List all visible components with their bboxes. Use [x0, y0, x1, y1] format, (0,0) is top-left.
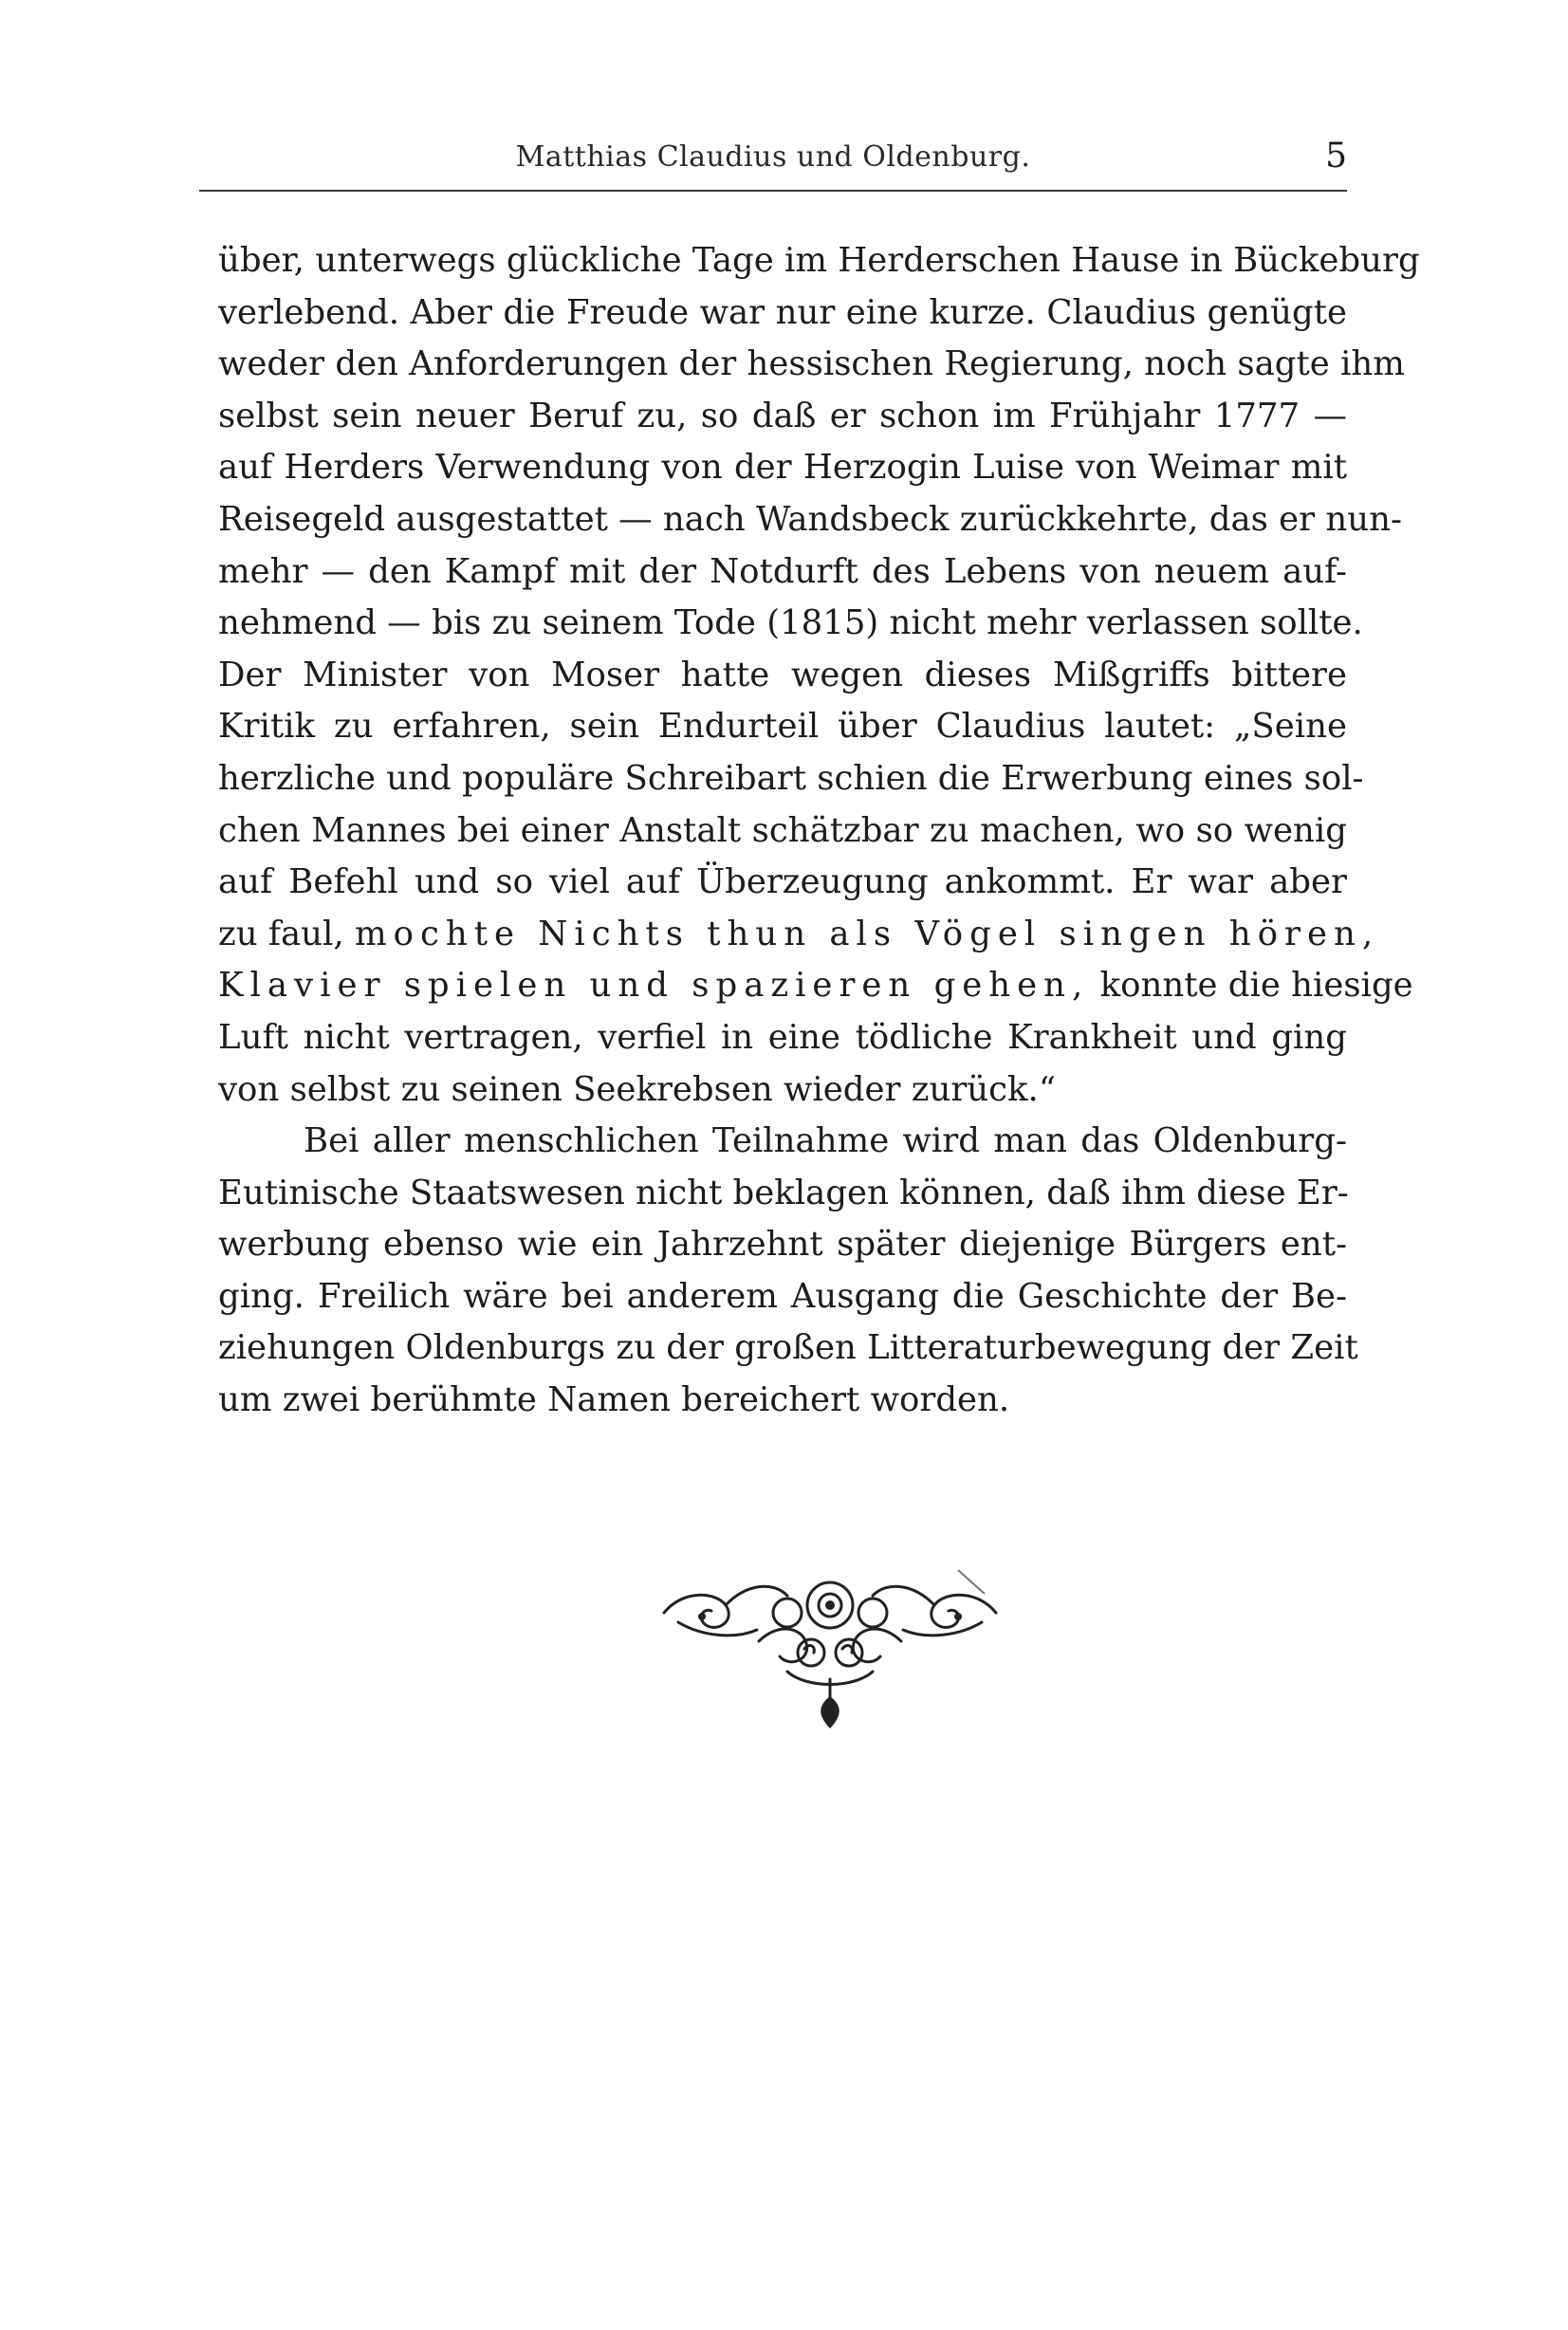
header-rule — [199, 190, 1347, 192]
text-line: selbst sein neuer Beruf zu, so daß er schon im Frühjahr 1777 — — [218, 396, 1347, 435]
text-run: zu faul, — [218, 914, 355, 953]
text-line: nehmend — bis zu seinem Tode (1815) nicht mehr verlassen sollte. — [218, 603, 1363, 643]
text-line: ziehungen Oldenburgs zu der großen Litteraturbewegung der Zeit — [218, 1328, 1358, 1368]
text-line: mehr — den Kampf mit der Notdurft des Lebens von neuem auf- — [218, 551, 1347, 591]
text-line: Reisegeld ausgestattet — nach Wandsbeck zurückkehrte, das er nun- — [218, 499, 1402, 539]
text-line: weder den Anforderungen der hessischen Regierung, noch sagte ihm — [218, 344, 1405, 384]
text-line: von selbst zu seinen Seekrebsen wieder zurück.“ — [218, 1069, 1056, 1109]
floral-vignette-icon — [645, 1546, 1015, 1736]
text-line: verlebend. Aber die Freude war nur eine kurze. Claudius genügte — [218, 292, 1347, 332]
text-line: auf Herders Verwendung von der Herzogin Luise von Weimar mit — [218, 448, 1347, 488]
paragraph-first-line: Bei aller menschlichen Teilnahme wird man das Oldenburg- — [304, 1121, 1347, 1161]
text-line: chen Mannes bei einer Anstalt schätzbar zu machen, wo so wenig — [218, 810, 1347, 850]
text-line: Luft nicht vertragen, verfiel in eine tödliche Krankheit und ging — [218, 1017, 1347, 1057]
running-title: Matthias Claudius und Oldenburg. — [515, 140, 1031, 174]
text-line: Kritik zu erfahren, sein Endurteil über Claudius lautet: „Seine — [218, 707, 1347, 747]
body-text — [218, 235, 1420, 1427]
text-line: herzliche und populäre Schreibart schien die Erwerbung eines sol- — [218, 758, 1364, 798]
text-line: werbung ebenso wie ein Jahrzehnt später diejenige Bürgers ent- — [218, 1225, 1347, 1265]
text-line: Der Minister von Moser hatte wegen dieses Mißgriffs bittere — [218, 655, 1347, 694]
text-line — [218, 909, 1380, 961]
text-line: Eutinische Staatswesen nicht beklagen können, daß ihm diese Er- — [218, 1173, 1349, 1212]
text-line: um zwei berühmte Namen bereichert worden. — [218, 1380, 1010, 1420]
text-line — [218, 960, 1413, 1012]
running-head — [199, 133, 1347, 186]
text-line: auf Befehl und so viel auf Überzeugung ankommt. Er war aber — [218, 862, 1347, 902]
text-line: über, unterwegs glückliche Tage im Herderschen Hause in Bückeburg — [218, 241, 1420, 280]
text-run: konnte die hiesige — [1089, 966, 1413, 1006]
text-line: ging. Freilich wäre bei anderem Ausgang die Geschichte der Be- — [218, 1276, 1347, 1316]
spaced-emphasis-run: mochte Nichts thun als Vögel singen hören, — [354, 914, 1380, 953]
page-number: 5 — [1325, 137, 1347, 176]
spaced-emphasis-run: Klavier spielen und spazieren gehen, — [218, 966, 1090, 1006]
